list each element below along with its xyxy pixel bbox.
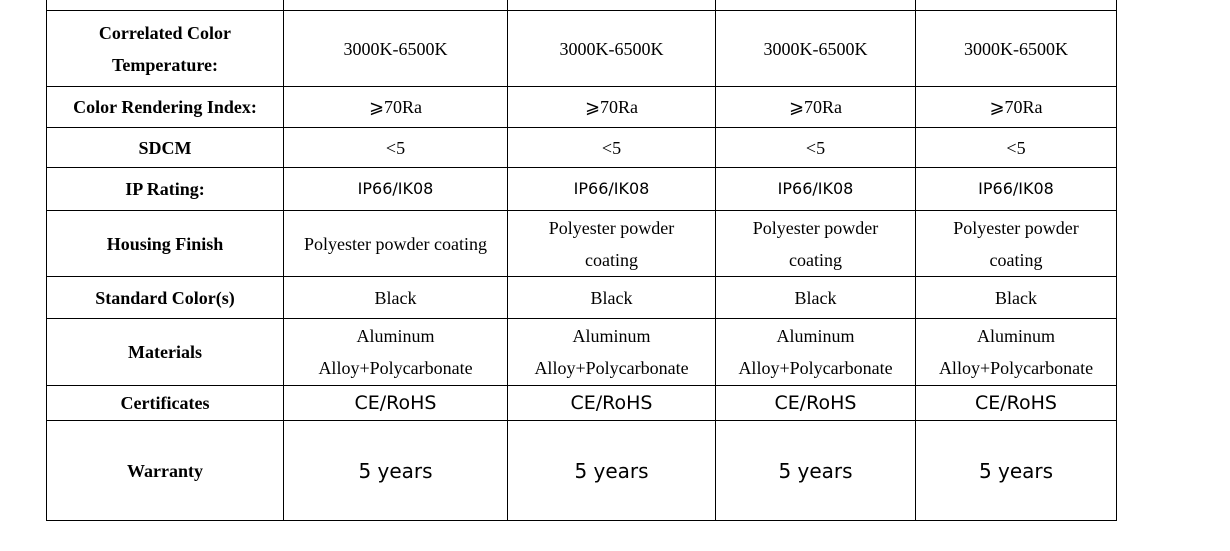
cell-value: <5 [508,128,716,168]
table-row-materials [47,319,1117,386]
row-label: IP Rating: [47,168,284,211]
row-label: Housing Finish [47,211,284,277]
table-row-cut [47,0,1117,11]
cell-value: CE/RoHS [284,386,508,421]
cell-value: 5 years [716,421,916,521]
row-label: Certificates [47,386,284,421]
spec-table [46,0,1117,521]
cell-value: Black [716,277,916,319]
cell-value: 5 years [284,421,508,521]
cell-value: Aluminum Alloy+Polycarbonate [916,319,1117,386]
cell-value: <5 [284,128,508,168]
cell-value: ⩾70Ra [284,87,508,128]
cell-value: IP66/IK08 [916,168,1117,211]
cell-value: Polyester powder coating [284,211,508,277]
table-row-warranty [47,421,1117,521]
cell-value: CE/RoHS [716,386,916,421]
row-label: Color Rendering Index: [47,87,284,128]
cell-value: Black [916,277,1117,319]
cell-value: 3000K-6500K [916,11,1117,87]
cell-value: 3000K-6500K [716,11,916,87]
cell-value: 5 years [916,421,1117,521]
cell-value: IP66/IK08 [284,168,508,211]
cell-value: <5 [916,128,1117,168]
cell-value: Polyester powder coating [508,211,716,277]
cell-value: 3000K-6500K [284,11,508,87]
cell-value: 5 years [508,421,716,521]
cell-value: Aluminum Alloy+Polycarbonate [508,319,716,386]
cell-value: ⩾70Ra [508,87,716,128]
table-row-housing-finish [47,211,1117,277]
cell-value: ⩾70Ra [916,87,1117,128]
cell-value: <5 [716,128,916,168]
row-label: SDCM [47,128,284,168]
cell-value: IP66/IK08 [508,168,716,211]
cell-value: IP66/IK08 [716,168,916,211]
cell-value: Black [284,277,508,319]
row-label: Correlated Color Temperature: [47,11,284,87]
cell-value: CE/RoHS [508,386,716,421]
table-row-cct [47,11,1117,87]
table-row-standard-color [47,277,1117,319]
cell-value: 3000K-6500K [508,11,716,87]
row-label: Materials [47,319,284,386]
row-label: Standard Color(s) [47,277,284,319]
cell-value: CE/RoHS [916,386,1117,421]
cell-value: Polyester powder coating [716,211,916,277]
row-label: Warranty [47,421,284,521]
cell-value: Black [508,277,716,319]
table-row-sdcm [47,128,1117,168]
table-row-certificates [47,386,1117,421]
table-row-ip-rating [47,168,1117,211]
table-row-cri [47,87,1117,128]
cell-value: Aluminum Alloy+Polycarbonate [716,319,916,386]
cell-value: Aluminum Alloy+Polycarbonate [284,319,508,386]
cell-value: ⩾70Ra [716,87,916,128]
cell-value: Polyester powder coating [916,211,1117,277]
